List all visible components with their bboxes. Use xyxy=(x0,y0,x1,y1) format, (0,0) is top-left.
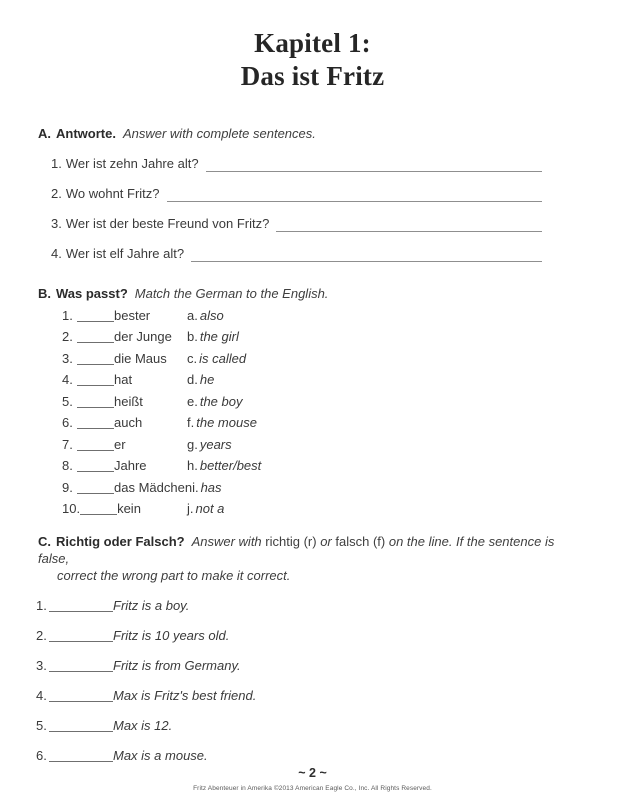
match-row xyxy=(62,351,542,367)
match-number: 6. xyxy=(62,415,73,430)
match-english-cell xyxy=(192,480,221,496)
true-false-row xyxy=(36,658,585,674)
answer-line xyxy=(167,199,542,202)
page-footer xyxy=(0,766,625,792)
match-german-cell xyxy=(62,501,187,517)
match-english-cell xyxy=(187,329,239,345)
match-row xyxy=(62,437,542,453)
match-german-cell xyxy=(62,308,187,324)
answer-blank xyxy=(49,748,113,762)
match-english-cell xyxy=(187,351,246,367)
answer-line xyxy=(276,229,542,232)
question-number: 4. xyxy=(51,246,62,261)
match-number: 2. xyxy=(62,329,73,344)
answer-blank xyxy=(49,598,113,612)
answer-blank xyxy=(49,628,113,642)
section-b-heading: Was passt? xyxy=(56,286,128,301)
match-english-cell xyxy=(187,501,224,517)
match-german-cell xyxy=(62,437,187,453)
english-term: is called xyxy=(199,350,247,366)
match-english-cell xyxy=(187,437,232,453)
match-english-cell xyxy=(187,372,214,388)
match-row xyxy=(62,372,542,388)
question-number: 1. xyxy=(51,156,62,171)
statement-text: Fritz is from Germany. xyxy=(113,658,241,673)
match-german-cell xyxy=(62,480,192,496)
question-text: Wer ist elf Jahre alt? xyxy=(65,246,185,261)
german-term: kein xyxy=(117,501,141,516)
match-english-cell xyxy=(187,415,257,431)
section-a-heading: Antworte. xyxy=(56,126,116,141)
statement-text: Fritz is a boy. xyxy=(113,598,190,613)
instruction-text: or xyxy=(320,534,332,549)
section-b xyxy=(38,285,542,517)
question-number: 2. xyxy=(51,186,62,201)
section-b-label: B. xyxy=(38,286,51,301)
section-a xyxy=(38,125,542,262)
german-term: der Junge xyxy=(114,329,172,344)
english-term: he xyxy=(199,372,215,387)
answer-blank xyxy=(49,718,113,732)
question-text: Wer ist zehn Jahre alt? xyxy=(65,156,199,171)
true-false-row xyxy=(36,748,585,764)
page-title xyxy=(0,0,625,93)
match-row xyxy=(62,394,542,410)
answer-blank xyxy=(77,480,114,494)
option-letter: h. xyxy=(187,458,198,473)
match-number: 8. xyxy=(62,458,73,473)
match-english-cell xyxy=(187,458,261,474)
option-letter: c. xyxy=(187,350,198,366)
match-german-cell xyxy=(62,394,187,410)
answer-blank xyxy=(77,458,114,472)
option-letter: g. xyxy=(187,436,198,452)
match-number: 10. xyxy=(62,501,81,516)
statement-text: Max is a mouse. xyxy=(113,748,208,763)
german-keyword-richtig: richtig (r) xyxy=(265,534,317,549)
section-c-instructions-line2: correct the wrong part to make it correct. xyxy=(57,568,291,583)
match-number: 4. xyxy=(62,372,73,387)
statement-number: 6. xyxy=(36,748,47,763)
german-term: hat xyxy=(114,372,133,387)
match-number: 1. xyxy=(62,307,73,323)
answer-blank xyxy=(49,658,113,672)
statement-text: Fritz is 10 years old. xyxy=(113,628,230,643)
true-false-row xyxy=(36,718,585,734)
title-line-1: Kapitel 1: xyxy=(254,28,371,58)
english-term: the boy xyxy=(199,393,243,409)
answer-blank xyxy=(77,415,114,429)
match-english-cell xyxy=(187,394,243,410)
instruction-text: Answer with xyxy=(191,534,262,549)
statement-number: 4. xyxy=(36,688,47,703)
answer-blank xyxy=(49,688,113,702)
question-row xyxy=(51,156,542,172)
question-number: 3. xyxy=(51,216,62,231)
answer-blank xyxy=(77,308,114,322)
section-c-heading: Richtig oder Falsch? xyxy=(56,534,185,549)
english-term: has xyxy=(200,479,222,495)
statement-text: Max is Fritz's best friend. xyxy=(113,688,257,703)
match-english-cell xyxy=(187,308,224,324)
section-c-header xyxy=(38,533,585,567)
option-letter: b. xyxy=(187,329,198,344)
section-c-label: C. xyxy=(38,534,51,549)
question-text: Wo wohnt Fritz? xyxy=(65,186,160,201)
option-letter: i. xyxy=(192,479,199,495)
answer-blank xyxy=(80,501,117,515)
english-term: better/best xyxy=(199,458,262,473)
german-term: die Maus xyxy=(114,350,167,366)
german-term: er xyxy=(114,436,126,452)
german-term: bester xyxy=(114,307,151,323)
german-term: Jahre xyxy=(114,458,147,473)
section-b-header xyxy=(38,285,542,302)
answer-blank xyxy=(77,329,114,343)
match-german-cell xyxy=(62,415,187,431)
copyright-notice: Fritz Abenteuer in Amerika ©2013 American Eagle Co., Inc. All Rights Reserved. xyxy=(193,785,432,792)
answer-blank xyxy=(77,394,114,408)
section-a-instructions: Answer with complete sentences. xyxy=(122,126,316,141)
german-term: das Mädchen xyxy=(114,479,193,495)
statement-text: Max is 12. xyxy=(113,718,173,733)
german-term: auch xyxy=(114,415,143,430)
section-b-instructions: Match the German to the English. xyxy=(134,286,329,301)
page-number: ~ 2 ~ xyxy=(298,766,327,780)
english-term: not a xyxy=(195,501,225,516)
match-row xyxy=(62,480,542,496)
option-letter: d. xyxy=(187,372,198,387)
match-row xyxy=(62,329,542,345)
match-german-cell xyxy=(62,329,187,345)
german-term: heißt xyxy=(114,393,143,409)
statement-number: 1. xyxy=(36,598,47,613)
english-term: the girl xyxy=(199,329,239,344)
match-number: 7. xyxy=(62,436,73,452)
true-false-row xyxy=(36,628,585,644)
answer-blank xyxy=(77,437,114,451)
match-row xyxy=(62,308,542,324)
match-german-cell xyxy=(62,458,187,474)
statement-number: 3. xyxy=(36,658,47,673)
true-false-row xyxy=(36,688,585,704)
match-row xyxy=(62,415,542,431)
answer-blank xyxy=(77,351,114,365)
option-letter: j. xyxy=(187,501,194,516)
answer-blank xyxy=(77,372,114,386)
match-row xyxy=(62,458,542,474)
answer-line xyxy=(191,259,542,262)
question-row xyxy=(51,246,542,262)
match-number: 3. xyxy=(62,350,73,366)
match-row xyxy=(62,501,542,517)
english-term: the mouse xyxy=(196,415,257,430)
german-keyword-falsch: falsch (f) xyxy=(335,534,386,549)
question-row xyxy=(51,216,542,232)
question-row xyxy=(51,186,542,202)
statement-number: 2. xyxy=(36,628,47,643)
option-letter: f. xyxy=(187,415,195,430)
match-number: 9. xyxy=(62,479,73,495)
match-german-cell xyxy=(62,372,187,388)
answer-line xyxy=(206,169,542,172)
match-number: 5. xyxy=(62,393,73,409)
instruction-text: on the line. If the sentence is false, xyxy=(38,534,555,566)
statement-number: 5. xyxy=(36,718,47,733)
match-german-cell xyxy=(62,351,187,367)
section-a-label: A. xyxy=(38,126,51,141)
option-letter: e. xyxy=(187,393,198,409)
option-letter: a. xyxy=(187,307,198,323)
section-c xyxy=(38,533,585,764)
question-text: Wer ist der beste Freund von Fritz? xyxy=(65,216,270,231)
title-line-2: Das ist Fritz xyxy=(240,61,385,91)
english-term: years xyxy=(199,436,232,452)
section-a-header xyxy=(38,125,542,142)
true-false-row xyxy=(36,598,585,614)
english-term: also xyxy=(199,307,224,323)
